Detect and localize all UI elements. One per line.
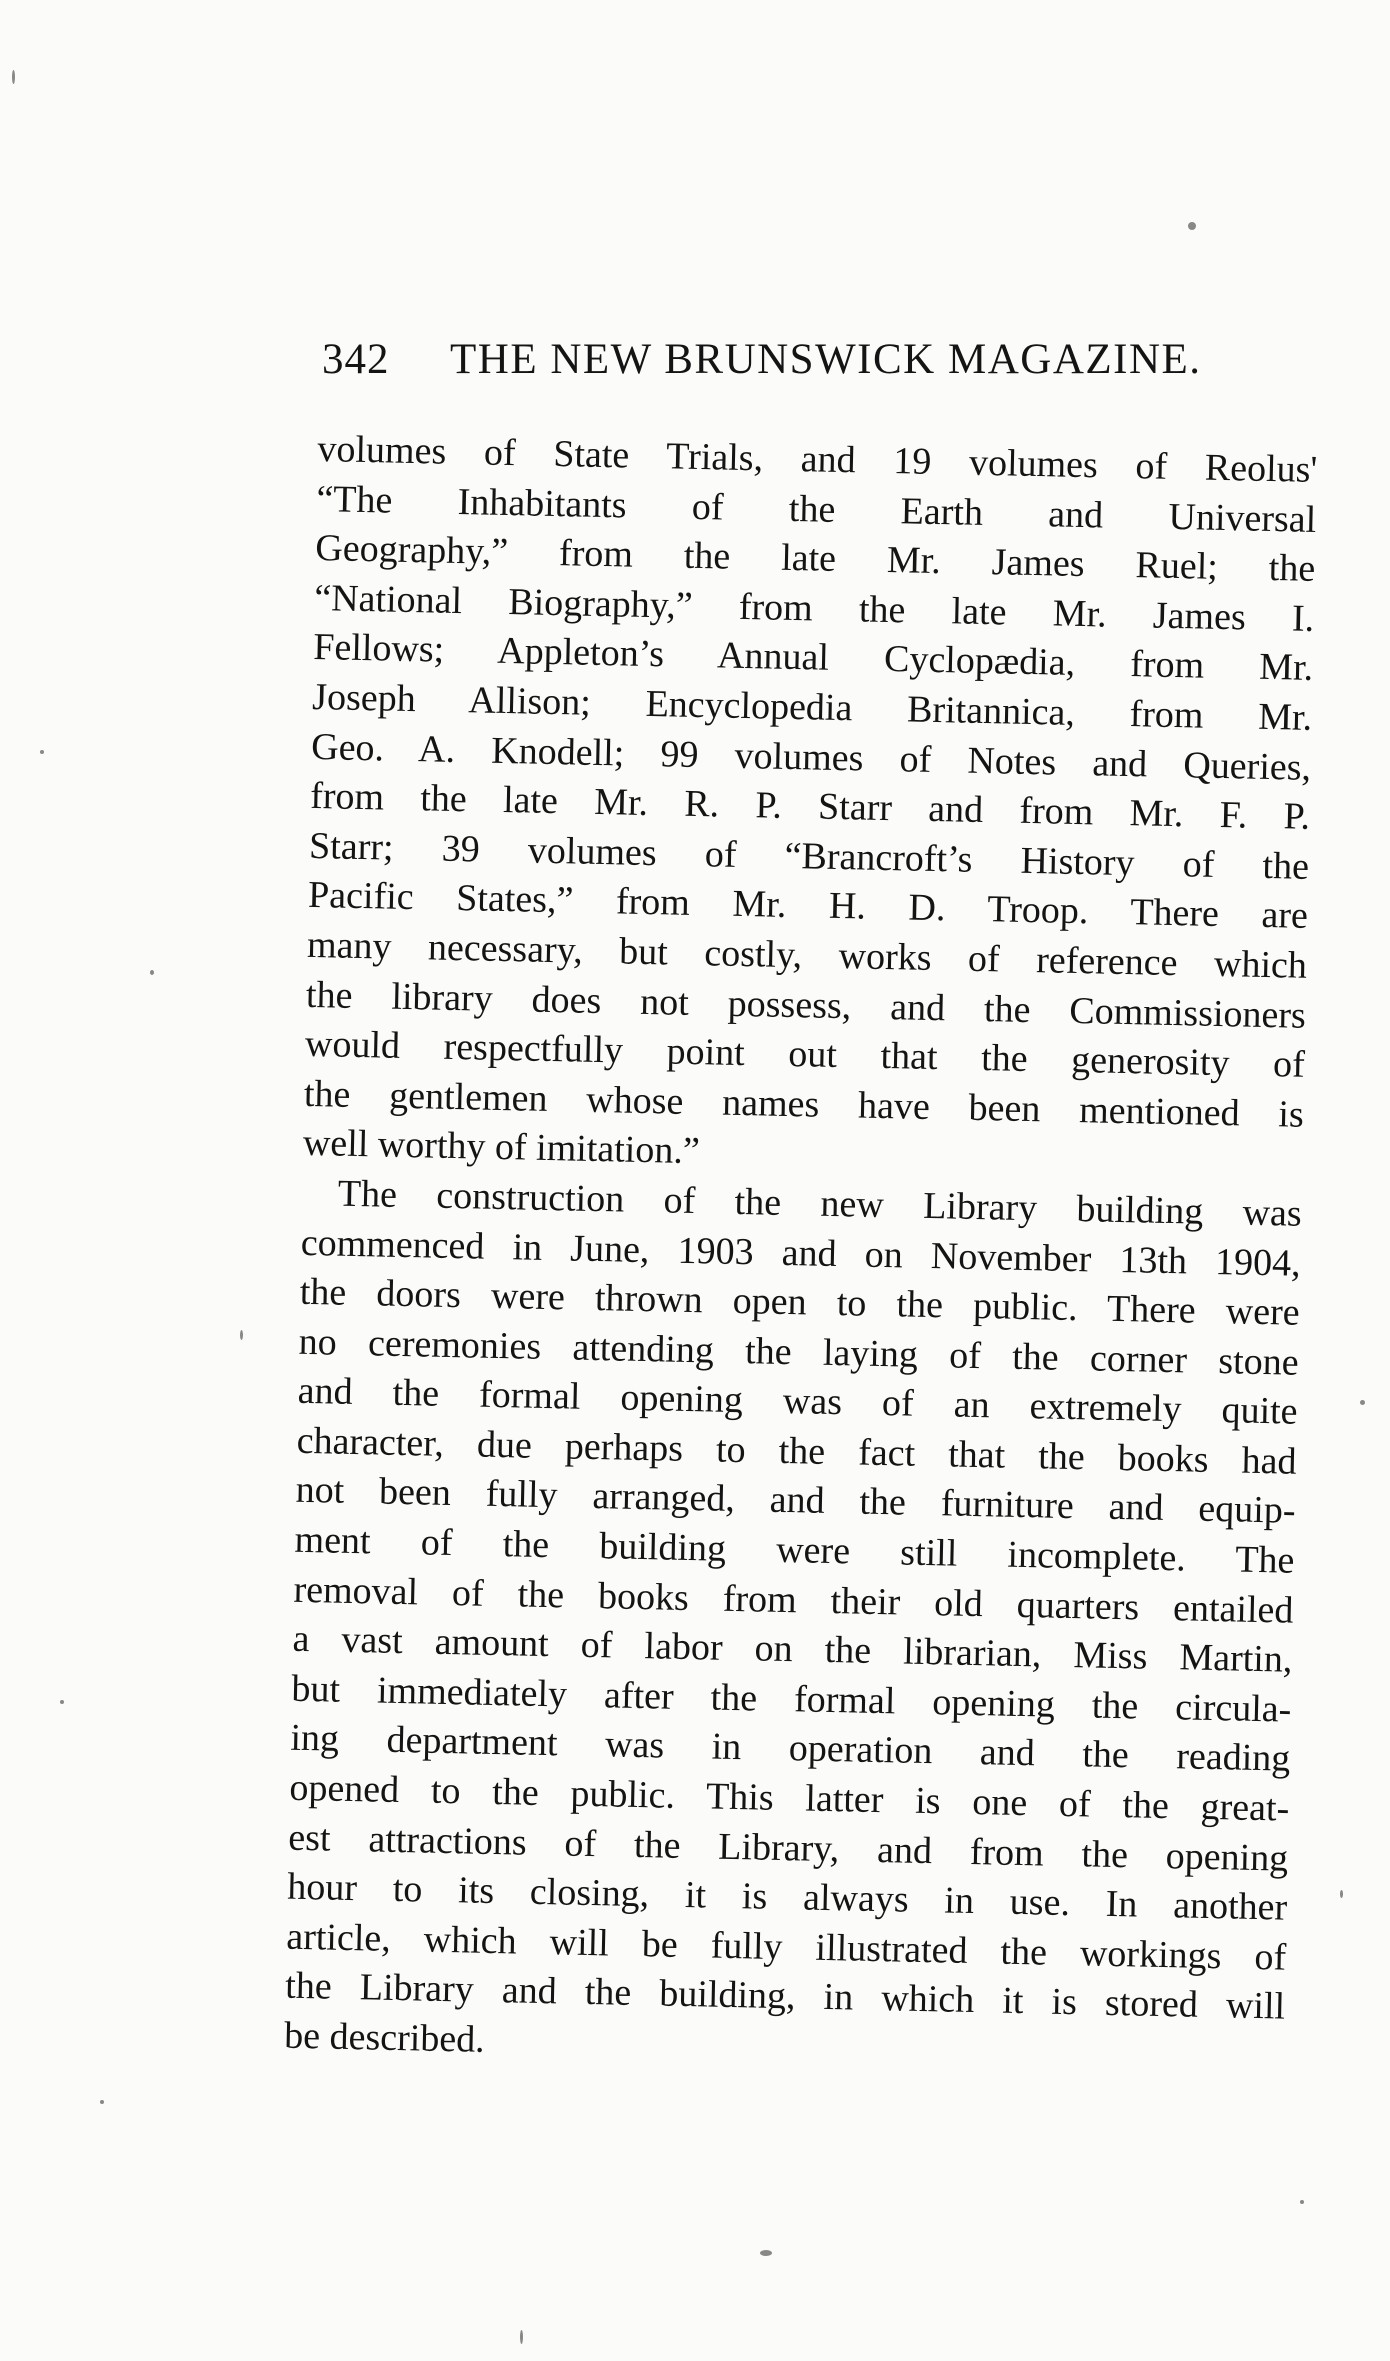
text-line: Geography,” from the late Mr. James Ruel; the — [314, 527, 1316, 591]
scan-speck — [1340, 1890, 1343, 1898]
text-line: est attractions of the Library, and from the opening — [287, 1816, 1289, 1880]
text-line: not been fully arranged, and the furniture and equip- — [295, 1469, 1296, 1533]
text-line: well worthy of imitation.” — [302, 1122, 701, 1173]
text-line: hour to its closing, it is always in use. In another — [286, 1865, 1288, 1929]
text-line: the gentlemen whose names have been mentioned is — [303, 1072, 1305, 1136]
text-line: volumes of State Trials, and 19 volumes of Reolus' — [317, 427, 1318, 491]
text-line: commenced in June, 1903 and on November 13th 1904, — [300, 1221, 1302, 1285]
paragraph — [302, 425, 1317, 1190]
text-line: a vast amount of labor on the librarian, Miss Martin, — [292, 1617, 1293, 1681]
text-line: the Library and the building, in which it is stored will — [284, 1965, 1286, 2029]
text-line: ing department was in operation and the reading — [290, 1717, 1291, 1781]
text-line: “The Inhabitants of the Earth and Universal — [316, 477, 1317, 541]
scan-speck — [240, 1330, 243, 1340]
text-line: article, which will be fully illustrated the workings of — [285, 1915, 1287, 1979]
article-body — [284, 425, 1318, 2082]
paragraph — [284, 1169, 1302, 2082]
scan-speck — [12, 70, 15, 84]
text-line: Joseph Allison; Encyclopedia Britannica, from Mr. — [311, 675, 1313, 739]
text-line: character, due perhaps to the fact that the books had — [296, 1419, 1297, 1483]
scan-speck — [760, 2250, 772, 2256]
text-line: would respectfully point out that the generosity of — [304, 1022, 1306, 1086]
scan-speck — [1300, 2200, 1304, 2204]
scan-speck — [1188, 222, 1196, 230]
scan-speck — [100, 2100, 104, 2104]
text-line: many necessary, but costly, works of reference which — [306, 923, 1308, 987]
text-line: Geo. A. Knodell; 99 volumes of Notes and Queries, — [310, 725, 1312, 789]
text-line: the library does not possess, and the Commissioners — [305, 973, 1307, 1037]
text-line: the doors were thrown open to the public. There were — [299, 1270, 1301, 1334]
text-line: “National Biography,” from the late Mr. James I. — [313, 576, 1315, 640]
scan-speck — [40, 750, 44, 754]
text-line: no ceremonies attending the laying of the corner stone — [298, 1320, 1300, 1384]
page-number: 342 — [322, 336, 390, 383]
scan-speck — [150, 970, 154, 975]
scan-speck — [520, 2330, 523, 2344]
text-line: opened to the public. This latter is one of the great- — [289, 1766, 1290, 1830]
text-line: but immediately after the formal opening the circula- — [291, 1667, 1292, 1731]
text-line: Starr; 39 volumes of “Brancroft’s History of the — [308, 824, 1310, 888]
text-line: be described. — [283, 2014, 486, 2061]
text-line: and the formal opening was of an extremely quite — [297, 1370, 1298, 1434]
scan-speck — [60, 1700, 64, 1704]
text-line: removal of the books from their old quarters entailed — [293, 1568, 1294, 1632]
running-title: THE NEW BRUNSWICK MAGAZINE. — [450, 336, 1202, 383]
text-line: Fellows; Appleton’s Annual Cyclopædia, from Mr. — [312, 626, 1314, 690]
text-line: Pacific States,” from Mr. H. D. Troop. There are — [307, 874, 1309, 938]
text-line: The construction of the new Library building was — [337, 1172, 1303, 1235]
page-header — [322, 330, 1282, 390]
text-line: ment of the building were still incomplete. The — [294, 1518, 1295, 1582]
scan-speck — [1360, 1400, 1365, 1405]
text-line: from the late Mr. R. P. Starr and from Mr. F. P. — [309, 775, 1311, 839]
